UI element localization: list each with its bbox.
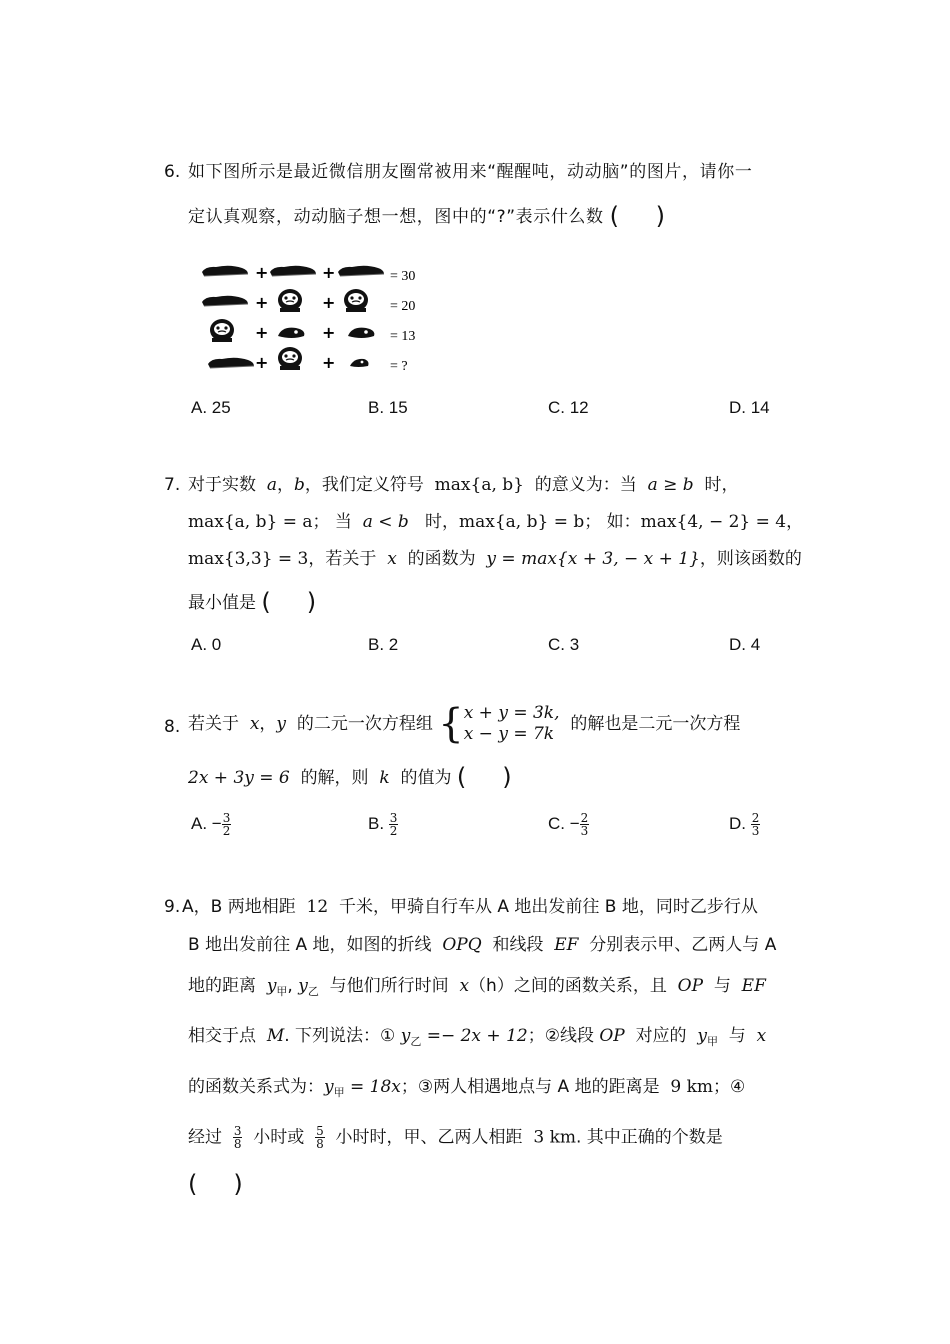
- q8-target-equation: 2x + 3y = 6: [188, 768, 290, 788]
- q6-option-c[interactable]: C. 12: [548, 398, 589, 417]
- whistle-icon: [348, 328, 374, 338]
- q9-text: 小时或: [253, 1127, 305, 1148]
- q8-equation-system: [464, 703, 560, 745]
- q7-text: ，若关于: [308, 549, 377, 569]
- q9-text: 对应的: [635, 1026, 687, 1046]
- q7-max-case1: max{a, b} = a: [188, 512, 313, 532]
- q6-answer-paren-open: (: [609, 202, 620, 230]
- q8-number: 8.: [164, 717, 181, 737]
- q6-option-d[interactable]: D. 14: [729, 398, 770, 417]
- fraction-denominator: 2: [389, 824, 398, 838]
- q8-text: 的值为: [400, 768, 452, 788]
- q7-text: 对于实数: [188, 475, 256, 495]
- option-sign: −: [569, 813, 580, 833]
- q6-puzzle-svg: [198, 260, 458, 380]
- puzzle-row-1-result: = 30: [390, 269, 416, 284]
- q9-text-line7: [188, 1172, 243, 1197]
- fraction-numerator: 2: [580, 811, 589, 825]
- q9-text-line5: [188, 1075, 745, 1105]
- option-fraction: [389, 812, 399, 837]
- q9-text: . 下列说法：①: [284, 1026, 396, 1046]
- puzzle-row-2-result: = 20: [390, 299, 416, 314]
- q9-subscript: 甲: [333, 1086, 345, 1099]
- q9-text-line3: 地的距离 $y_甲$, $y_乙$ 与他们所行时间 x（h）之间的函数关系，且 OP 与 EF: [188, 976, 766, 998]
- q6-option-b[interactable]: B. 15: [368, 398, 408, 417]
- face-icon: [278, 347, 302, 370]
- q7-text-line1: [188, 473, 738, 497]
- q7-text: 最小值是: [188, 593, 256, 613]
- q9-text: 和线段: [492, 935, 544, 955]
- q8-system-brace: {: [438, 701, 464, 747]
- fraction-denominator: 8: [233, 1137, 242, 1151]
- q9-var-x: x: [756, 1026, 767, 1046]
- q9-text: B 地出发前往 A 地，如图的折线: [188, 935, 432, 955]
- q7-text: ，: [786, 512, 804, 532]
- q9-text-line1: [182, 895, 758, 919]
- q9-text: 的函数关系式为：: [188, 1077, 324, 1097]
- face-icon: [344, 289, 368, 312]
- q9-text: ；④: [713, 1077, 746, 1097]
- q9-text: 相交于点: [188, 1026, 256, 1046]
- q9-polyline: OPQ: [442, 935, 482, 955]
- puzzle-row-4: [208, 347, 408, 374]
- q9-segment: OP: [677, 976, 704, 996]
- q7-var-b: b: [293, 475, 305, 495]
- q9-text: 与: [728, 1026, 746, 1046]
- fraction-numerator: 2: [751, 811, 760, 825]
- q9-segment: EF: [741, 976, 766, 996]
- q8-option-b[interactable]: [368, 812, 398, 837]
- q7-answer-paren-open: (: [261, 588, 271, 616]
- q9-expression: =− 2x + 12: [426, 1026, 528, 1046]
- plus-sign: +: [322, 263, 336, 282]
- q7-text: 的函数为: [407, 549, 476, 569]
- q8-var-x: x: [249, 714, 260, 734]
- q8-answer-paren-close: ): [502, 763, 512, 791]
- q8-var-y: y: [276, 714, 287, 734]
- q8-text-line1: [188, 700, 740, 748]
- q9-segment: OP: [599, 1026, 625, 1046]
- q9-answer-paren-close: ): [233, 1170, 243, 1198]
- q8-option-c[interactable]: [548, 812, 589, 837]
- plus-sign: +: [255, 293, 269, 312]
- q9-var-y: y: [266, 976, 277, 996]
- plus-sign: +: [255, 323, 269, 342]
- q7-number: 7.: [164, 475, 181, 495]
- puzzle-row-3: [210, 319, 415, 344]
- option-label: B.: [368, 813, 385, 833]
- plus-sign: +: [322, 293, 336, 312]
- q9-distance: 12: [306, 897, 329, 917]
- q7-example1: max{4, − 2} = 4: [640, 512, 787, 532]
- shoe-icon: [202, 266, 248, 276]
- shoe-icon: [270, 266, 316, 276]
- q9-text: 地的距离: [188, 976, 256, 996]
- shoe-icon: [208, 358, 254, 368]
- q8-equation-1: x + y = 3k,: [463, 703, 560, 723]
- face-icon: [210, 319, 234, 342]
- fraction-numerator: 3: [389, 811, 398, 825]
- plus-sign: +: [322, 353, 336, 372]
- plus-sign: +: [255, 353, 269, 372]
- q9-text: 与: [713, 976, 731, 996]
- q9-subscript: 甲: [276, 985, 288, 998]
- q9-text: ；③两人相遇地点与 A 地的距离是: [400, 1077, 660, 1097]
- q7-example2: max{3,3} = 3: [188, 549, 309, 569]
- q7-text: ； 当: [312, 512, 352, 532]
- q7-text: 时，: [704, 475, 739, 495]
- q7-text: ； 如：: [584, 512, 641, 532]
- fraction-numerator: 5: [316, 1124, 324, 1138]
- q9-subscript: 乙: [307, 985, 319, 998]
- shoe-icon: [338, 266, 384, 276]
- q9-text: 千米，甲骑自行车从 A 地出发前往 B 地，同时乙步行从: [338, 897, 758, 917]
- q7-option-c[interactable]: C. 3: [548, 635, 580, 654]
- q6-text-line2-body: 定认真观察，动动脑子想一想，图中的“?”表示什么数: [188, 207, 604, 227]
- q9-text: 经过: [188, 1127, 222, 1148]
- fraction-denominator: 8: [316, 1137, 324, 1151]
- puzzle-row-3-result: = 13: [390, 329, 416, 344]
- option-fraction: [222, 812, 232, 837]
- plus-sign: +: [255, 263, 269, 282]
- whistle-icon: [278, 328, 304, 338]
- q7-text: 时，: [425, 512, 460, 532]
- q6-option-a[interactable]: A. 25: [191, 398, 231, 417]
- fraction-numerator: 3: [222, 811, 231, 825]
- q7-text: ，我们定义符号: [304, 475, 424, 495]
- option-sign: −: [211, 813, 222, 833]
- q7-text: ，: [276, 475, 294, 495]
- q9-fraction: [315, 1125, 325, 1150]
- puzzle-row-4-result: = ?: [390, 359, 408, 374]
- q9-text: 小时时，甲、乙两人相距: [335, 1127, 523, 1148]
- q9-var-y: y: [400, 1026, 411, 1046]
- q8-text: 的解也是二元一次方程: [570, 714, 741, 734]
- option-label: D.: [729, 813, 746, 833]
- q7-condition: a ≥ b: [647, 475, 694, 495]
- q7-text: 的意义为：当: [534, 475, 637, 495]
- fraction-denominator: 3: [751, 824, 760, 838]
- q9-text-line4: [188, 1024, 766, 1054]
- q8-answer-paren-open: (: [456, 763, 467, 791]
- fraction-denominator: 3: [580, 824, 589, 838]
- q7-answer-paren-close: ): [306, 588, 317, 616]
- q9-text: A，B 两地相距: [182, 897, 296, 917]
- q9-var-y: y: [697, 1026, 707, 1046]
- q9-var-y: y: [324, 1077, 334, 1097]
- option-label: C.: [548, 813, 565, 833]
- q7-function: y = max{x + 3, − x + 1}: [486, 549, 700, 569]
- q7-option-a[interactable]: A. 0: [191, 635, 222, 654]
- q9-point-m: M: [266, 1026, 285, 1046]
- q7-option-d[interactable]: D. 4: [729, 635, 761, 654]
- q9-distance: 3 km: [533, 1127, 576, 1148]
- q8-option-d[interactable]: [729, 812, 760, 837]
- q7-text-line4: [188, 590, 316, 615]
- q9-text: 与他们所行时间: [329, 976, 449, 996]
- q7-text-line3: [188, 547, 802, 571]
- q6-answer-paren-close: ): [655, 202, 666, 230]
- q7-max-case2: max{a, b} = b: [459, 512, 585, 532]
- q7-var-x: x: [387, 549, 397, 569]
- q6-puzzle-image: [198, 260, 458, 380]
- q6-text-line1: 如下图所示是最近微信朋友圈常被用来“醒醒吨，动动脑”的图片，请你一: [188, 162, 753, 182]
- q9-text: （h）之间的函数关系，且: [469, 976, 667, 996]
- q9-expression: = 18x: [350, 1077, 401, 1097]
- q8-equation-2: x − y = 7k: [463, 724, 555, 744]
- puzzle-row-2: [202, 289, 415, 314]
- q9-text: . 其中正确的个数是: [576, 1127, 723, 1148]
- q8-text: 若关于: [188, 714, 239, 734]
- fraction-numerator: 3: [233, 1124, 242, 1138]
- q9-text-line2: [188, 933, 776, 957]
- q6-number: 6.: [164, 162, 181, 182]
- option-label: A.: [191, 813, 208, 833]
- q7-condition: a < b: [362, 512, 409, 532]
- q7-option-b[interactable]: B. 2: [368, 635, 399, 654]
- q9-segment: EF: [554, 935, 579, 955]
- q9-var-y: y: [298, 976, 308, 996]
- q7-text-line2: [188, 510, 803, 534]
- q8-text-line2: [188, 765, 512, 790]
- option-fraction: [751, 812, 761, 837]
- option-fraction: [580, 812, 590, 837]
- q6-text-line2: [188, 204, 666, 229]
- q9-text: ；②线段: [527, 1026, 594, 1046]
- q8-var-k: k: [379, 768, 390, 788]
- puzzle-row-1: [202, 263, 415, 284]
- fraction-denominator: 2: [222, 824, 231, 838]
- q7-max-symbol: max{a, b}: [434, 475, 524, 495]
- q8-text: 的二元一次方程组: [296, 714, 433, 734]
- q9-subscript: 乙: [410, 1035, 422, 1048]
- q8-text: ，: [259, 714, 277, 734]
- q9-fraction: [233, 1125, 243, 1150]
- face-icon: [278, 289, 302, 312]
- q9-text: 分别表示甲、乙两人与 A: [589, 935, 777, 955]
- q9-text-line6: [188, 1125, 723, 1150]
- shoe-icon: [202, 296, 248, 306]
- q7-var-a: a: [266, 475, 277, 495]
- whistle-icon: [350, 359, 369, 367]
- q9-answer-paren-open: (: [188, 1170, 198, 1198]
- plus-sign: +: [322, 323, 336, 342]
- q8-text: 的解，则: [300, 768, 369, 788]
- q8-option-a[interactable]: [191, 812, 231, 837]
- q9-var-x: x: [459, 976, 470, 996]
- q9-subscript: 甲: [706, 1035, 718, 1048]
- q7-text: ，则该函数的: [699, 549, 802, 569]
- q9-distance: 9 km: [670, 1077, 714, 1097]
- q9-number: 9.: [164, 897, 181, 917]
